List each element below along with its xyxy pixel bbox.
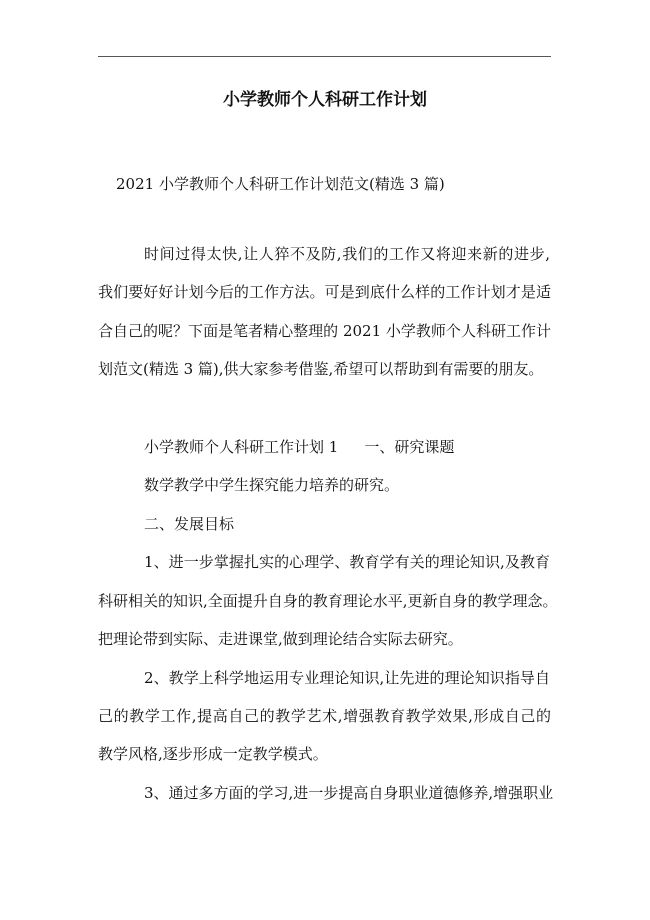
goal-3-line-1: 3、通过多方面的学习,进一步提高自身职业道德修养,增强职业 xyxy=(144,784,554,802)
section-2-heading: 二、发展目标 xyxy=(144,515,235,533)
intro-line-4: 划范文(精选 3 篇),供大家参考借鉴,希望可以帮助到有需要的朋友。 xyxy=(98,360,544,378)
plan-heading-row xyxy=(144,437,454,457)
intro-line-2: 我们要好好计划今后的工作方法。可是到底什么样的工作计划才是适 xyxy=(98,283,551,301)
plan-heading: 小学教师个人科研工作计划 1 xyxy=(144,438,339,456)
goal-1-line-2: 科研相关的知识,全面提升自身的教育理论水平,更新自身的教学理念。 xyxy=(98,592,558,610)
goal-2-line-2: 己的教学工作,提高自己的教学艺术,增强教育教学效果,形成自己的 xyxy=(98,707,551,725)
document-title: 小学教师个人科研工作计划 xyxy=(223,90,427,110)
section-1-heading: 一、研究课题 xyxy=(364,438,455,456)
intro-line-1: 时间过得太快,让人猝不及防,我们的工作又将迎来新的进步, xyxy=(144,245,550,263)
goal-2-line-3: 教学风格,逐步形成一定教学模式。 xyxy=(98,745,328,763)
goal-2-line-1: 2、教学上科学地运用专业理论知识,让先进的理论知识指导自 xyxy=(144,669,550,687)
header-rule xyxy=(98,56,551,57)
goal-1-line-1: 1、进一步掌握扎实的心理学、教育学有关的理论知识,及教育 xyxy=(144,553,550,571)
research-topic: 数学教学中学生探究能力培养的研究。 xyxy=(144,476,400,494)
document-subtitle: 2021 小学教师个人科研工作计划范文(精选 3 篇) xyxy=(116,175,445,193)
goal-1-line-3: 把理论带到实际、走进课堂,做到理论结合实际去研究。 xyxy=(98,630,463,648)
intro-line-3: 合自己的呢？下面是笔者精心整理的 2021 小学教师个人科研工作计 xyxy=(98,322,551,340)
